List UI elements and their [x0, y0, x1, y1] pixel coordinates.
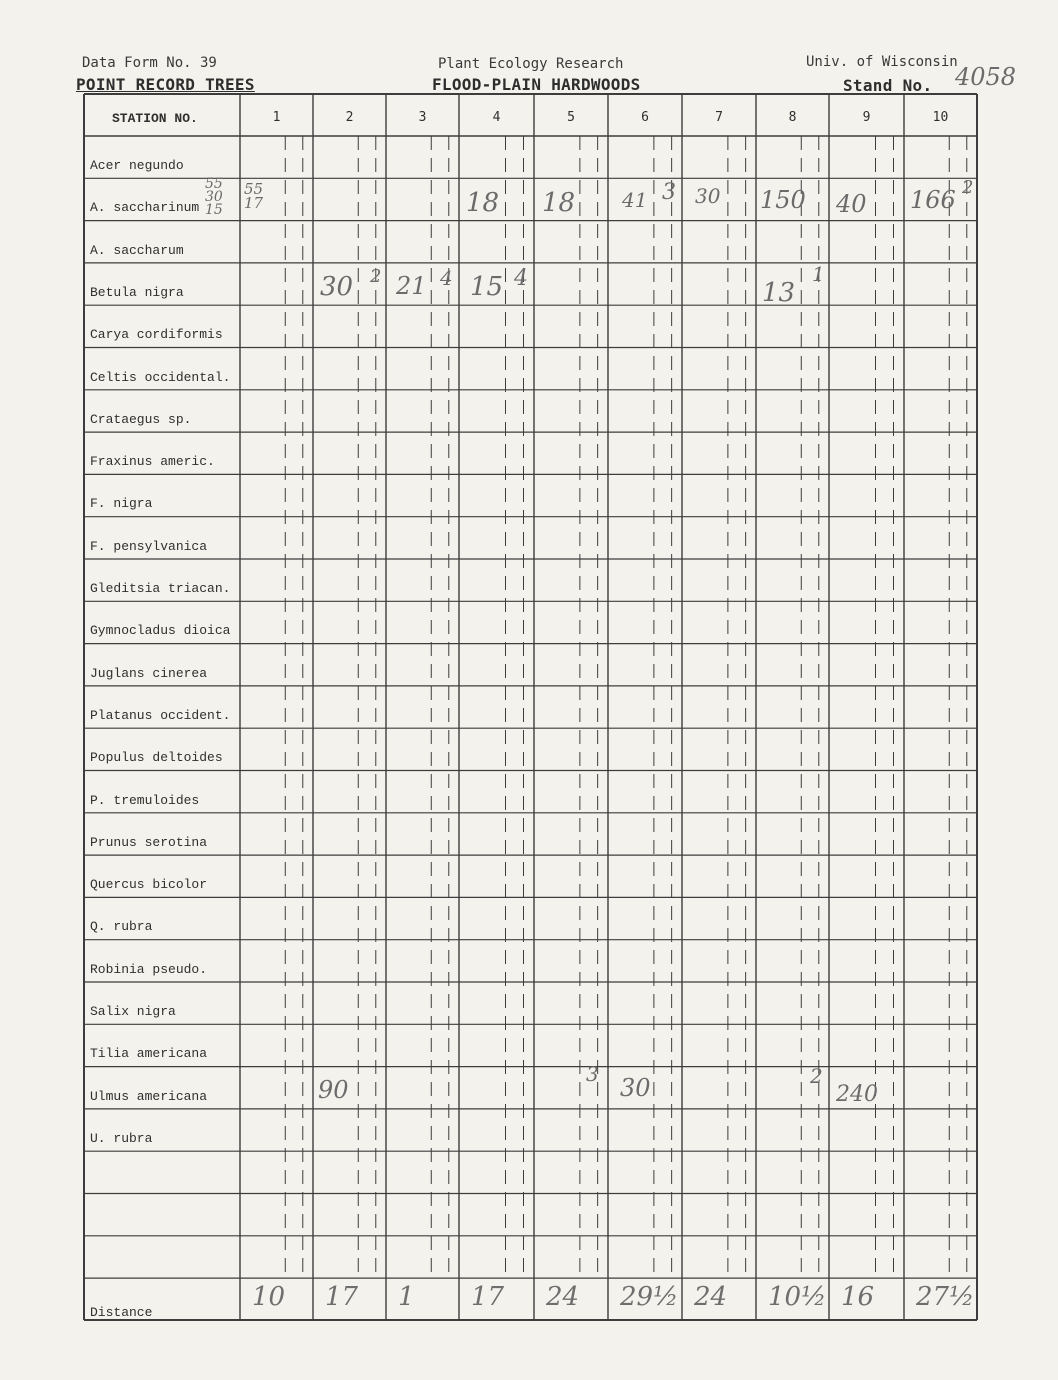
station-label-8: 8	[788, 110, 797, 125]
entry-ulmus-st2: 90	[318, 1076, 349, 1104]
research-heading: Plant Ecology Research	[438, 56, 624, 72]
distance-station-4: 17	[471, 1282, 505, 1312]
species-label: Tilia americana	[90, 1046, 208, 1062]
distance-station-2: 17	[325, 1282, 359, 1312]
species-label: P. tremuloides	[90, 792, 200, 808]
species-label: A. saccharum	[90, 242, 184, 258]
entry-saccharinum-st6: 41	[622, 188, 648, 212]
entry-betula-st2-count: 2	[370, 266, 382, 287]
entry-saccharinum-st10-count: 2	[962, 177, 974, 198]
station-header: STATION NO.	[112, 111, 198, 126]
species-label: Salix nigra	[90, 1004, 176, 1019]
form-subtitle: FLOOD-PLAIN HARDWOODS	[432, 75, 641, 94]
entry-ulmus-st6-count: 3	[586, 1062, 599, 1086]
entry-saccharinum-st2: 55 17	[244, 180, 264, 212]
station-label-6: 6	[641, 110, 649, 125]
entry-betula-st4-count: 4	[514, 266, 528, 291]
distance-station-1: 10	[252, 1282, 286, 1312]
entry-saccharinum-st6-count: 3	[662, 180, 676, 205]
species-label: A. saccharinum	[90, 200, 200, 216]
distance-station-9: 16	[841, 1282, 875, 1312]
species-label: F. pensylvanica	[90, 538, 208, 554]
species-label: Populus deltoides	[90, 750, 223, 766]
entry-saccharinum-st7: 30	[695, 184, 721, 208]
entry-betula-st2: 30	[320, 272, 354, 302]
distance-station-5: 24	[546, 1282, 580, 1312]
entry-saccharinum-st4: 18	[466, 188, 500, 218]
species-label: Robinia pseudo.	[90, 961, 208, 977]
entry-saccharinum-st10: 166	[910, 186, 956, 214]
entry-ulmus-st6: 30	[620, 1074, 651, 1102]
species-label: Prunus serotina	[90, 834, 208, 850]
species-label: Carya cordiformis	[90, 327, 223, 343]
species-label: Platanus occident.	[90, 707, 231, 723]
station-label-10: 10	[932, 110, 949, 125]
distance-station-8: 10½	[768, 1282, 827, 1312]
station-label-2: 2	[345, 110, 354, 125]
entry-saccharinum-st5: 18	[542, 188, 576, 218]
species-label: Fraxinus americ.	[90, 454, 215, 470]
entry-saccharinum-st8: 150	[760, 186, 806, 214]
distance-label: Distance	[90, 1305, 153, 1320]
entry-saccharinum-st1: 55 30 15	[205, 176, 223, 218]
species-label: Betula nigra	[90, 284, 184, 300]
entry-betula-st3: 21	[396, 272, 427, 300]
entry-ulmus-st9: 240	[836, 1082, 878, 1107]
stand-number: 4058	[955, 63, 1017, 91]
stand-label: Stand No.	[843, 76, 933, 95]
station-label-1: 1	[272, 110, 281, 125]
species-label: Gymnocladus dioica	[90, 623, 231, 639]
species-label: Celtis occidental.	[90, 369, 231, 385]
station-label-9: 9	[862, 110, 871, 125]
entry-saccharinum-st9: 40	[836, 190, 867, 218]
distance-station-7: 24	[694, 1282, 728, 1312]
species-label: Quercus bicolor	[90, 877, 208, 893]
species-label: Gleditsia triacan.	[90, 581, 231, 596]
species-label: Juglans cinerea	[90, 665, 208, 681]
entry-betula-st4: 15	[470, 272, 504, 302]
distance-station-3: 1	[398, 1282, 415, 1312]
entry-betula-st8-count: 1	[812, 262, 825, 286]
species-label: Acer negundo	[90, 158, 184, 173]
entry-betula-st3-count: 4	[440, 266, 453, 290]
station-label-7: 7	[715, 110, 723, 125]
species-label: Q. rubra	[90, 919, 153, 935]
form-title: POINT RECORD TREES	[76, 75, 255, 94]
station-label-3: 3	[418, 110, 427, 125]
distance-station-6: 29½	[620, 1282, 679, 1312]
university-name: Univ. of Wisconsin	[806, 54, 958, 70]
entry-ulmus-st9-count: 2	[810, 1064, 823, 1088]
entry-betula-st8: 13	[762, 278, 796, 308]
station-label-5: 5	[567, 110, 575, 125]
distance-station-10: 27½	[916, 1282, 975, 1312]
species-label: Crataegus sp.	[90, 411, 192, 427]
station-label-4: 4	[492, 110, 501, 125]
species-label: U. rubra	[90, 1130, 153, 1146]
species-label: Ulmus americana	[90, 1088, 208, 1104]
form-number: Data Form No. 39	[82, 55, 217, 71]
species-label: F. nigra	[90, 496, 153, 512]
